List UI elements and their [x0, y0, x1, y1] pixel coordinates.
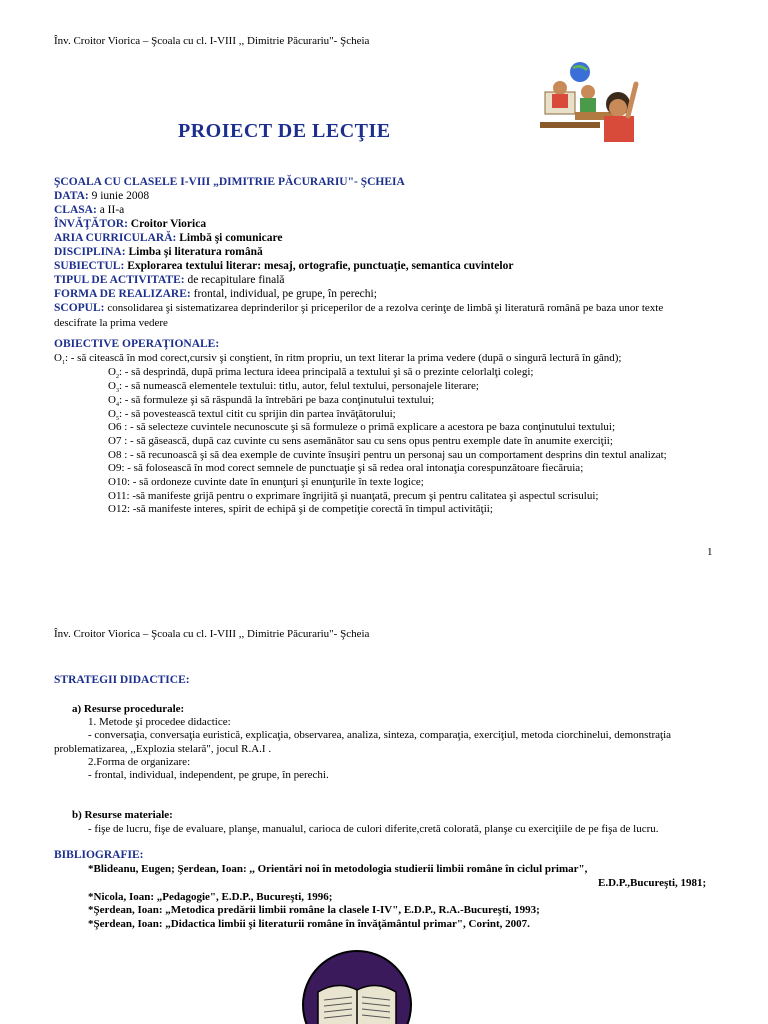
objective-text: : - să recunoască şi să dea exemple de cuvinte însuşiri pentru un personaj sau un comportament desprins din textul analizat;: [121, 449, 667, 461]
bibliography-item-4: *Şerdean, Ioan: „Didactica limbii şi literaturii române în învăţământul primar", Corint, 2007.: [88, 918, 530, 930]
objective-item: [108, 380, 479, 394]
classroom-illustration: [540, 58, 640, 142]
objective-code: O10: [108, 476, 127, 488]
area-label: ARIA CURRICULARĂ:: [54, 232, 177, 244]
teacher-label: ÎNVĂŢĂTOR:: [54, 218, 128, 230]
objective-subscript: 2: [115, 374, 119, 381]
objective-text: : -să manifeste grijă pentru o exprimare îngrijită şi nuanţată, precum şi pentru calitatea şi aspectul scrisului;: [126, 490, 599, 502]
discipline-label: DISCIPLINA:: [54, 246, 126, 258]
objective-text: : - să povestească textul citit cu sprijin din partea învăţătorului;: [118, 408, 396, 420]
objective-item: [108, 366, 533, 380]
objective-item: [108, 490, 598, 502]
discipline-row: [54, 246, 263, 258]
activity-label: TIPUL DE ACTIVITATE:: [54, 274, 185, 286]
class-row: [54, 204, 124, 216]
page-number: 1: [707, 546, 713, 558]
objective-code: O: [108, 380, 116, 392]
resources-a-line-4: 2.Forma de organizare:: [88, 756, 191, 768]
objective-code: O9: [108, 462, 122, 474]
form-row: [54, 288, 377, 300]
document-title: PROIECT DE LECŢIE: [178, 120, 391, 142]
form-label: FORMA DE REALIZARE:: [54, 288, 191, 300]
subject-label: SUBIECTUL:: [54, 260, 125, 272]
objective-text: : - să găsească, după caz cuvinte cu sens asemănător sau cu sens opus pentru exemple date în anumite exerciţii;: [121, 435, 613, 447]
objective-code: O12: [108, 503, 127, 515]
date-label: DATA:: [54, 190, 89, 202]
objective-code: O8: [108, 449, 122, 461]
resources-b-label: b) Resurse materiale:: [72, 809, 173, 821]
page-header: Înv. Croitor Viorica – Şcoala cu cl. I-VIII ,, Dimitrie Păcurariu"- Şcheia: [54, 35, 370, 47]
objective-text: : - să folosească în mod corect semnele de punctuaţie şi să redea oral intonaţia corespunzătoare fiecăruia;: [121, 462, 584, 474]
strategies-heading: STRATEGII DIDACTICE:: [54, 674, 190, 686]
activity-value: de recapitulare finală: [187, 274, 285, 286]
objective-text: : - să numească elementele textului: titlu, autor, felul textului, personajele literare;: [118, 380, 479, 392]
resources-b-line-1: - fişe de lucru, fişe de evaluare, planşe, manualul, carioca de culori diferite,cretă colorată, planşe cu exerciţiile de pe fişa de lucru.: [88, 823, 659, 835]
form-value: frontal, individual, pe grupe, în perechi;: [193, 288, 377, 300]
objective-item: [108, 449, 667, 461]
objective-item: [108, 462, 583, 474]
resources-a-label: a) Resurse procedurale:: [72, 703, 185, 715]
class-value: a II-a: [99, 204, 125, 216]
objective-code: O: [108, 408, 116, 420]
objective-subscript: 1: [61, 360, 65, 367]
date-value: 9 iunie 2008: [91, 190, 150, 202]
area-value: Limbă şi comunicare: [179, 232, 283, 244]
scope-row: [54, 302, 663, 314]
objective-code: O6: [108, 421, 122, 433]
scope-label: SCOPUL:: [54, 302, 105, 314]
resources-a-line-1: 1. Metode şi procedee didactice:: [88, 716, 231, 728]
objective-text: : - să ordoneze cuvinte date în enunţuri şi enunţurile în texte logice;: [126, 476, 424, 488]
objective-text: : -să manifeste interes, spirit de echipă şi de competiţie corectă în timpul activităţii;: [126, 503, 493, 515]
bibliography-item-2: *Nicola, Ioan: „Pedagogie", E.D.P., Bucureşti, 1996;: [88, 891, 333, 903]
objective-code: O11: [108, 490, 127, 502]
objective-text: : - să selecteze cuvintele necunoscute şi să formuleze o primă explicare a acestora pe baza conţinutului textului;: [121, 421, 616, 433]
subject-row: [54, 260, 513, 272]
objective-item: [108, 394, 434, 408]
objective-item: [108, 435, 613, 447]
class-label: CLASA:: [54, 204, 97, 216]
teacher-value: Croitor Viorica: [130, 218, 207, 230]
school-name: ŞCOALA CU CLASELE I-VIII „DIMITRIE PĂCURARIU"- ŞCHEIA: [54, 176, 405, 188]
bibliography-item-3: *Şerdean, Ioan: „Metodica predării limbii române la clasele I-IV", E.D.P., R.A.-Bucureşti, 1993;: [88, 904, 540, 916]
objective-text: : - să desprindă, după prima lectura ideea principală a textului şi să o prezinte celorlalţi colegi;: [118, 366, 534, 378]
date-row: [54, 190, 149, 202]
teacher-row: [54, 218, 206, 230]
subject-value: Explorarea textului literar: mesaj, ortografie, punctuaţie, semantica cuvintelor: [127, 260, 514, 272]
objectives-heading: OBIECTIVE OPERAŢIONALE:: [54, 338, 220, 350]
resources-a-line-5: - frontal, individual, independent, pe grupe, în perechi.: [88, 769, 329, 781]
objective-subscript: 4: [115, 402, 119, 409]
objective-code: O: [54, 352, 62, 364]
objective-text: : - să citească în mod corect,cursiv şi conştient, în ritm propriu, un text literar la prima vedere (după o singură lectură în gând);: [64, 352, 622, 364]
objective-item: [108, 476, 424, 488]
objective-code: O7: [108, 435, 122, 447]
area-row: [54, 232, 283, 244]
page-header-2: Înv. Croitor Viorica – Şcoala cu cl. I-VIII ,, Dimitrie Păcurariu"- Şcheia: [54, 628, 370, 640]
bibliography-heading: BIBLIOGRAFIE:: [54, 849, 144, 861]
objective-code: O: [108, 366, 116, 378]
objective-subscript: 3: [115, 388, 119, 395]
open-book-illustration: [302, 950, 412, 1024]
scope-line-1: consolidarea şi sistematizarea deprinderilor şi priceperilor de a rezolva cerinţe de limbă şi literatură română pe baza unor texte: [107, 302, 664, 314]
resources-a-line-2: - conversaţia, conversaţia euristică, explicaţia, observarea, analiza, sinteza, comparaţia, exerciţiul, metoda ciorchinelui, demonstraţia: [88, 729, 672, 741]
activity-row: [54, 274, 285, 286]
discipline-value: Limba şi literatura română: [128, 246, 263, 258]
objective-code: O: [108, 394, 116, 406]
objective-subscript: 5: [115, 416, 119, 423]
bibliography-item-1-publisher: E.D.P.,Bucureşti, 1981;: [598, 877, 707, 889]
resources-a-line-3: problematizarea, ,,Explozia stelară", jocul R.A.I .: [54, 743, 272, 755]
objective-item: [108, 503, 493, 515]
bibliography-item-1: *Blideanu, Eugen; Şerdean, Ioan: ,, Orientări noi în metodologia studierii limbii române în ciclul primar",: [88, 863, 588, 875]
objective-text: : - să formuleze şi să răspundă la întrebări pe baza conţinutului textului;: [118, 394, 435, 406]
objective-item: [54, 352, 622, 366]
objective-item: [108, 421, 615, 433]
scope-line-2: descifrate la prima vedere: [54, 317, 168, 329]
